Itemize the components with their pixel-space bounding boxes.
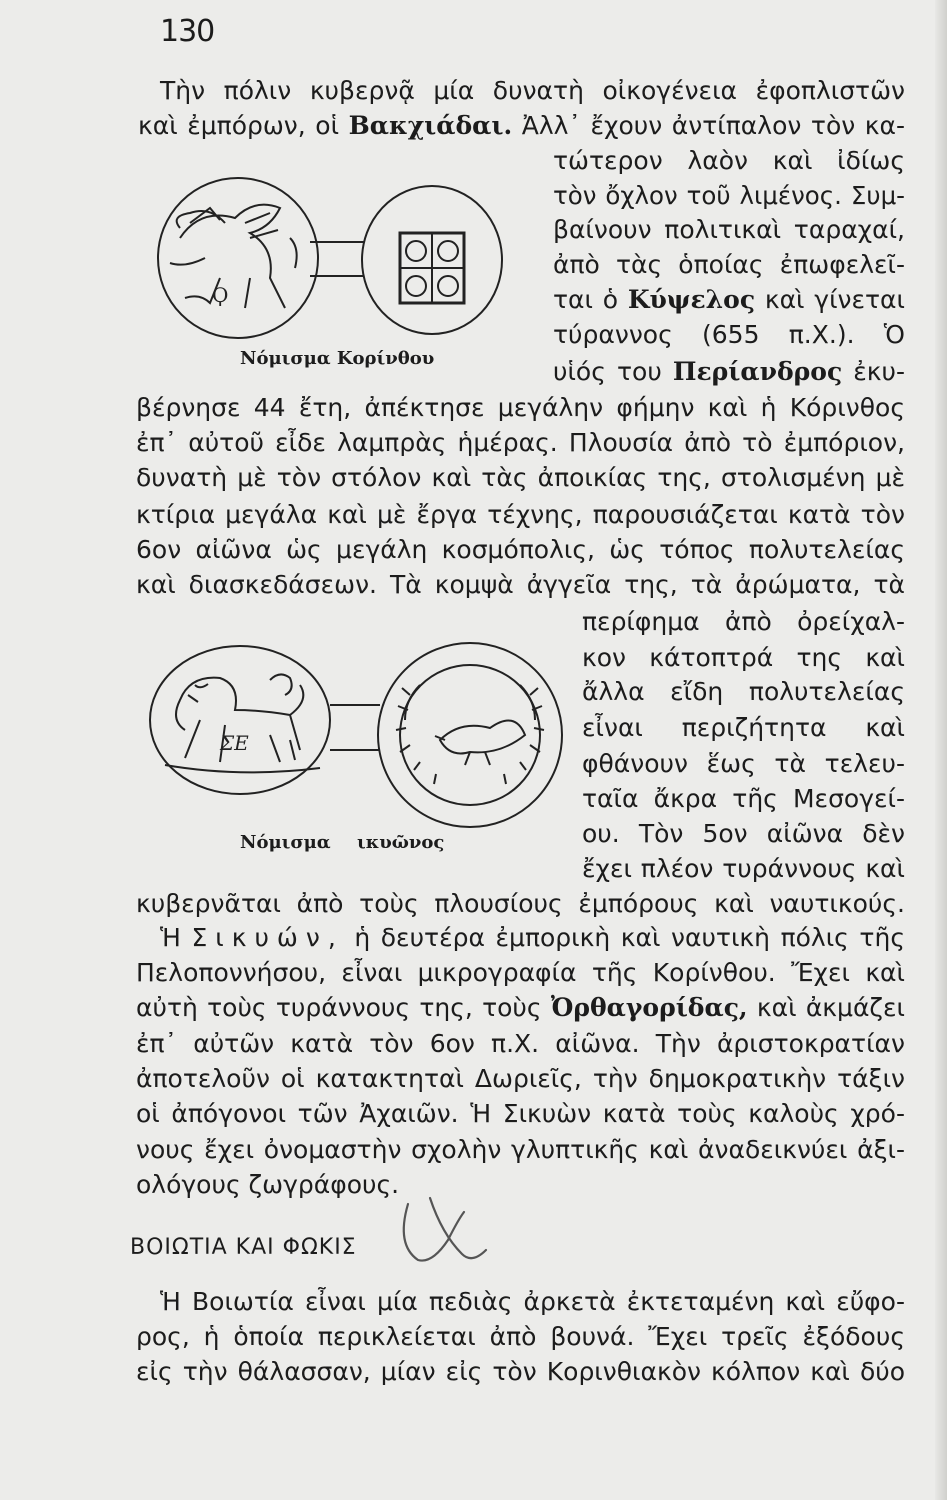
text-segment: νους ἔχει ὀνομαστὴν σχολὴν γλυπτικῆς καὶ ἀναδεικνύει ἀξι- xyxy=(136,1135,905,1164)
text-line xyxy=(136,957,905,989)
corinth-coin-obverse xyxy=(158,178,318,338)
text-line xyxy=(553,214,905,246)
text-line xyxy=(136,1063,905,1095)
text-line xyxy=(136,1098,905,1130)
corinth-coin-figure xyxy=(150,168,510,358)
text-line xyxy=(582,748,905,780)
bold-name: Βακχιάδαι. xyxy=(348,111,513,140)
text-segment: καὶ ἀκμάζει xyxy=(747,993,905,1022)
text-line xyxy=(582,676,905,708)
text-segment: ἀπὸ τὰς ὁποίας ἐπωφελεῖ- xyxy=(553,250,905,279)
text-segment: κυβερνᾶται ἀπὸ τοὺς πλουσίους ἐμπόρους καὶ ναυτικούς. xyxy=(136,889,905,918)
text-segment: καὶ διασκεδάσεων. Τὰ κομψὰ ἀγγεῖα της, τὰ ἀρώματα, τὰ xyxy=(136,570,905,599)
text-line xyxy=(136,888,905,920)
text-segment: βέρνησε 44 ἔτη, ἀπέκτησε μεγάλην φήμην καὶ ἡ Κόρινθος xyxy=(136,393,905,422)
text-segment: τὸν ὄχλον τοῦ λιμένος. Συμ- xyxy=(553,181,905,210)
text-segment: ται ὁ xyxy=(553,285,628,314)
text-line xyxy=(553,249,905,281)
text-segment: ἐπ᾽ αὐτοῦ εἶδε λαμπρὰς ἡμέρας. Πλουσία ἀπὸ τὸ ἐμπόριον, xyxy=(136,428,905,457)
text-line xyxy=(553,356,905,388)
text-segment: καὶ ἐμπόρων, οἱ xyxy=(138,111,349,140)
text-line xyxy=(136,392,905,424)
text-segment: τύραννος (655 π.Χ.). Ὁ xyxy=(553,320,905,349)
sicyon-coin-reverse xyxy=(378,643,562,827)
text-line xyxy=(136,992,905,1024)
text-segment: δυνατὴ μὲ τὸν στόλον καὶ τὰς ἀποικίας της, στολισμένη μὲ xyxy=(136,463,905,492)
text-line xyxy=(136,1321,905,1353)
bold-name: Περίανδρος xyxy=(672,357,843,386)
text-segment: ἐκυ- xyxy=(842,357,905,386)
text-line xyxy=(136,1356,905,1388)
text-segment: Πελοποννήσου, εἶναι μικρογραφία τῆς Κορίνθου. Ἔχει καὶ xyxy=(136,958,905,987)
text-line xyxy=(582,642,905,674)
text-line xyxy=(553,145,905,177)
bold-name: Ὀρθαγορίδας, xyxy=(550,993,748,1022)
section-heading: ΒΟΙΩΤΙΑ ΚΑΙ ΦΩΚΙΣ xyxy=(130,1235,357,1260)
text-segment: ἔχει πλέον τυράννους καὶ xyxy=(582,854,905,883)
text-line xyxy=(582,606,905,638)
page-number: 130 xyxy=(160,14,215,49)
text-segment: κτίρια μεγάλα καὶ μὲ ἔργα τέχνης, παρουσιάζεται κατὰ τὸν xyxy=(136,500,905,529)
text-segment: ἐπ᾽ αὐτῶν κατὰ τὸν 6ον π.Χ. αἰῶνα. Τὴν ἀριστοκρατίαν xyxy=(136,1029,905,1058)
text-segment: ἀποτελοῦν οἱ κατακτηταὶ Δωριεῖς, τὴν δημοκρατικὴν τάξιν xyxy=(136,1064,905,1093)
text-segment: ου. Τὸν 5ον αἰῶνα δὲν xyxy=(582,819,905,848)
text-line xyxy=(582,818,905,850)
text-line xyxy=(136,499,905,531)
text-segment: φθάνουν ἕως τὰ τελευ- xyxy=(582,749,905,778)
text-segment: αὐτὴ τοὺς τυράννους της, τοὺς xyxy=(136,993,551,1022)
corinth-coin-caption: Νόμισμα Κορίνθου xyxy=(240,348,435,369)
text-segment: ἡ δευτέρα ἐμπορικὴ καὶ ναυτικὴ πόλις τῆς xyxy=(343,923,905,952)
text-line xyxy=(553,284,905,316)
text-segment: περίφημα ἀπὸ ὀρείχαλ- xyxy=(582,607,905,636)
text-segment: εἶναι περιζήτητα καὶ xyxy=(582,713,905,742)
text-segment: τώτερον λαὸν καὶ ἰδίως xyxy=(553,146,905,175)
text-line xyxy=(138,110,905,142)
text-line xyxy=(553,180,905,212)
text-line xyxy=(136,1169,400,1201)
text-line xyxy=(553,319,905,351)
text-segment: οἱ ἀπόγονοι τῶν Ἀχαιῶν. Ἡ Σικυὼν κατὰ τοὺς καλοὺς χρό- xyxy=(136,1099,905,1128)
bold-name: Κύψελος xyxy=(627,285,756,314)
text-segment: ολόγους ζωγράφους. xyxy=(136,1170,400,1199)
pencil-mark xyxy=(390,1190,510,1280)
text-line xyxy=(160,922,905,954)
text-line xyxy=(582,712,905,744)
text-line xyxy=(136,569,905,601)
sicyon-monogram: ΣΕ xyxy=(220,731,249,755)
text-segment: καὶ γίνεται xyxy=(755,285,905,314)
text-segment: ταῖα ἄκρα τῆς Μεσογεί- xyxy=(582,784,905,813)
text-line xyxy=(582,783,905,815)
text-segment: βαίνουν πολιτικαὶ ταραχαί, xyxy=(553,215,905,244)
text-segment: Ἡ xyxy=(160,923,192,952)
text-segment: υἱός του xyxy=(553,357,673,386)
text-line xyxy=(582,853,905,885)
text-segment: Τὴν πόλιν κυβερνᾷ μία δυνατὴ οἰκογένεια ἐφοπλιστῶν xyxy=(160,76,905,105)
corinth-koppa-letter: Ϙ xyxy=(212,283,229,307)
sicyon-coin-caption-left: Νόμισμα xyxy=(240,832,331,853)
text-segment: 6ον αἰῶνα ὡς μεγάλη κοσμόπολις, ὡς τόπος πολυτελείας xyxy=(136,535,905,564)
text-segment: κον κάτοπτρά της καὶ xyxy=(582,643,905,672)
sicyon-coin-caption-right: ικυῶνος xyxy=(357,832,445,853)
sicyon-coin-figure xyxy=(140,640,580,830)
text-segment: Ἀλλ᾽ ἔχουν ἀντίπαλον τὸν κα- xyxy=(512,111,905,140)
page-edge xyxy=(935,0,947,1500)
text-segment: ἄλλα εἴδη πολυτελείας xyxy=(582,677,905,706)
text-line xyxy=(136,427,905,459)
text-line xyxy=(136,462,905,494)
text-segment: Ἡ Βοιωτία εἶναι μία πεδιὰς ἀρκετὰ ἐκτεταμένη καὶ εὔφο- xyxy=(160,1287,905,1316)
text-line xyxy=(160,75,905,107)
text-segment: εἰς τὴν θάλασσαν, μίαν εἰς τὸν Κορινθιακὸν κόλπον καὶ δύο xyxy=(136,1357,905,1386)
text-line xyxy=(136,1028,905,1060)
text-segment: ρος, ἡ ὁποία περικλείεται ἀπὸ βουνά. Ἔχει τρεῖς ἐξόδους xyxy=(136,1322,905,1351)
text-line xyxy=(136,1134,905,1166)
spaced-name: Σικυών, xyxy=(191,923,344,952)
text-line xyxy=(160,1286,905,1318)
text-line xyxy=(136,534,905,566)
